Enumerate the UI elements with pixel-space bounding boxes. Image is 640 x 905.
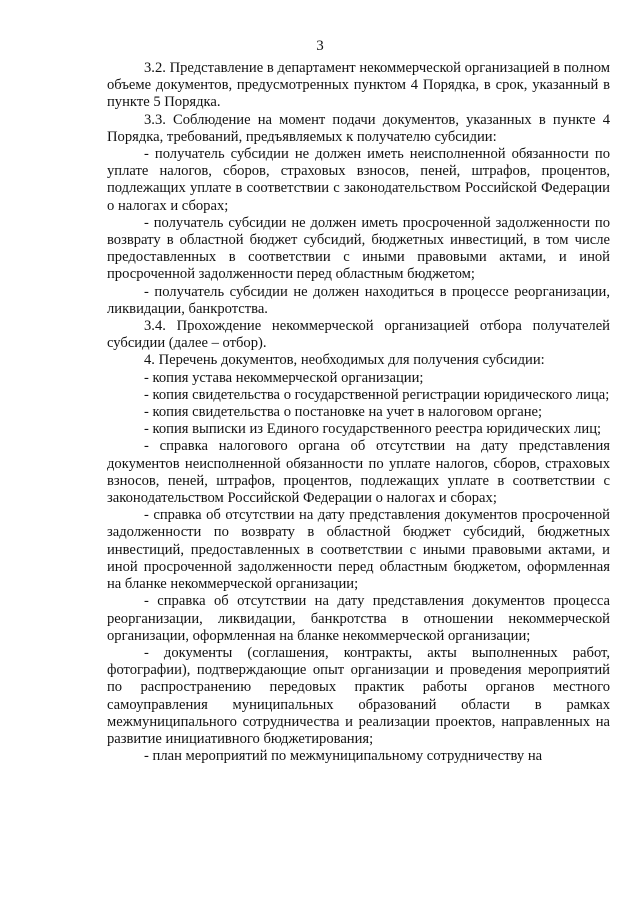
- doc-registration-certificate: - копия свидетельства о государственной регистрации юридического лица;: [144, 386, 610, 403]
- doc-tax-registration: - копия свидетельства о постановке на учет в налоговом органе;: [144, 404, 543, 421]
- page-number: 3: [316, 38, 324, 54]
- requirement-no-tax-debt: - получатель субсидии не должен иметь неисполненной обязанности по уплате налогов, сборов, страховых взносов, пеней, штрафов, процентов, подлежащих уплате в соответствии с законодательством Российской Федерации о налогах и сборах;: [107, 146, 610, 214]
- paragraph-3-4: 3.4. Прохождение некоммерческой организацией отбора получателей субсидии (далее – отбор).: [107, 318, 610, 352]
- document-body: [107, 60, 610, 765]
- doc-event-plan: - план мероприятий по межмуниципальному сотрудничеству на: [144, 748, 543, 765]
- doc-tax-certificate: - справка налогового органа об отсутствии на дату представления документов неисполненной обязанности по уплате налогов, сборов, страховых взносов, пеней, штрафов, процентов, подлежащих уплате в соответствии с законодательством Российской Федерации о налогах и сборах;: [107, 438, 610, 507]
- paragraph-3-2: 3.2. Представление в департамент некоммерческой организацией в полном объеме документов, предусмотренных пунктом 4 Порядка, в срок, указанный в пункте 5 Порядка.: [107, 60, 610, 111]
- doc-reorganization-certificate: - справка об отсутствии на дату представления документов процесса реорганизации, ликвидации, банкротства в отношении некоммерческой организации, оформленная на бланке некоммерческой организации;: [107, 593, 610, 644]
- doc-budget-debt-certificate: - справка об отсутствии на дату представления документов просроченной задолженности по возврату в областной бюджет субсидий, бюджетных инвестиций, предоставленных в соответствии с иными правовыми актами, и иной просроченной задолженности перед областным бюджетом, оформленная на бланке некоммерческой организации;: [107, 507, 610, 593]
- doc-register-extract: - копия выписки из Единого государственного реестра юридических лиц;: [144, 421, 602, 438]
- doc-charter-copy: - копия устава некоммерческой организации;: [144, 369, 424, 386]
- requirement-no-budget-debt: - получатель субсидии не должен иметь просроченной задолженности по возврату в областной бюджет субсидий, бюджетных инвестиций, в том числе предоставленных в соответствии с иными правовыми актами, и иной просроченной задолженности перед областным бюджетом;: [107, 214, 610, 283]
- paragraph-4: 4. Перечень документов, необходимых для получения субсидии:: [144, 352, 545, 369]
- doc-experience-documents: - документы (соглашения, контракты, акты выполненных работ, фотографии), подтверждающие опыт организации и проведения мероприятий по распространению передовых практик работы органов местного самоуправления муниципальных образований области в рамках межмуниципального сотрудничества и реализации проектов, направленных на развитие инициативного бюджетирования;: [107, 644, 610, 747]
- paragraph-3-3: 3.3. Соблюдение на момент подачи документов, указанных в пункте 4 Порядка, требований, предъявляемых к получателю субсидии:: [107, 111, 610, 145]
- requirement-no-reorganization: - получатель субсидии не должен находиться в процессе реорганизации, ликвидации, банкротства.: [107, 283, 610, 317]
